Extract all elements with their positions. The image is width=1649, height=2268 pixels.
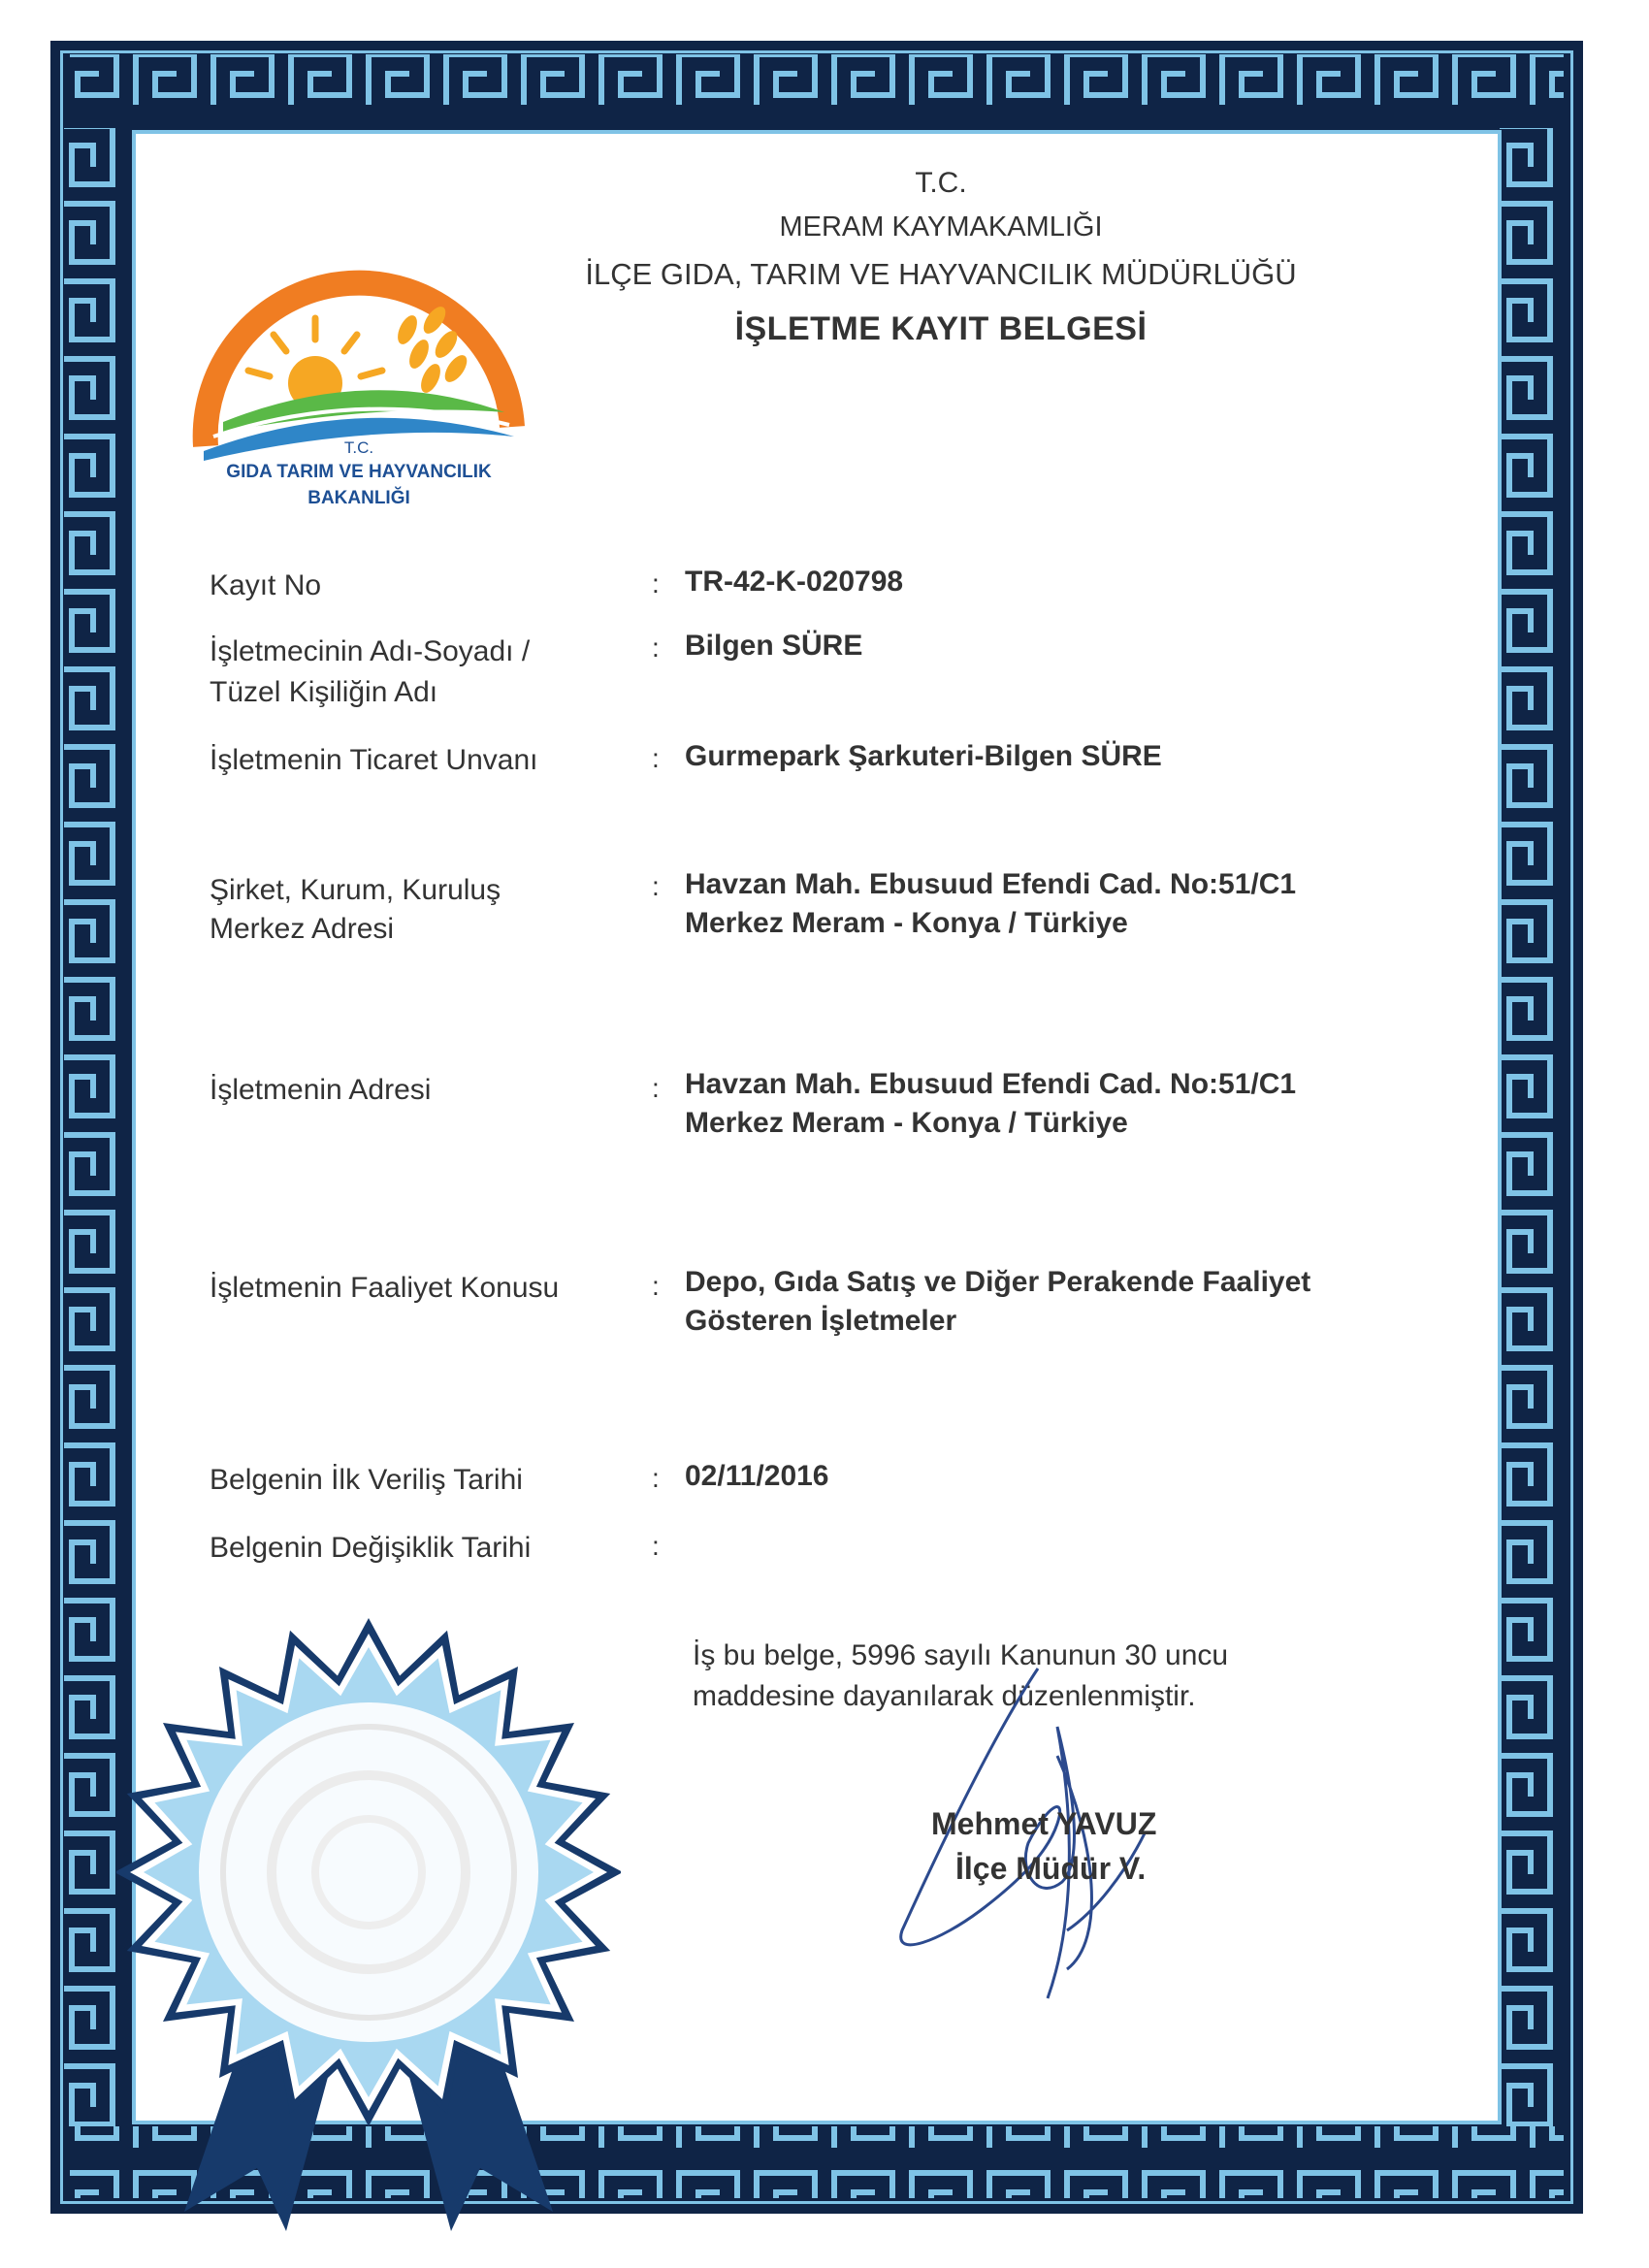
- label-kayit-no: Kayıt No: [210, 569, 322, 601]
- value-isletme-adresi-line1: Havzan Mah. Ebusuud Efendi Cad. No:51/C1: [685, 1068, 1297, 1100]
- label-merkez-adresi-line2: Merkez Adresi: [210, 913, 395, 945]
- colon-isletme-adresi: :: [652, 1073, 660, 1103]
- header-mudurluk: İLÇE GIDA, TARIM VE HAYVANCILIK MÜDÜRLÜĞÜ: [585, 257, 1297, 291]
- logo-tc: T.C.: [343, 438, 374, 457]
- label-degisiklik-tarihi: Belgenin Değişiklik Tarihi: [210, 1532, 532, 1564]
- label-merkez-adresi-line1: Şirket, Kurum, Kuruluş: [210, 874, 501, 906]
- label-isletmeci-line2: Tüzel Kişiliğin Adı: [210, 676, 438, 708]
- colon-faaliyet-konusu: :: [652, 1271, 660, 1301]
- header-kaymakamlik: MERAM KAYMAKAMLIĞI: [779, 211, 1103, 243]
- label-isletme-adresi: İşletmenin Adresi: [210, 1074, 432, 1106]
- colon-isletmeci: :: [652, 632, 660, 663]
- colon-ticaret-unvani: :: [652, 743, 660, 773]
- value-faaliyet-konusu-line1: Depo, Gıda Satış ve Diğer Perakende Faaliyet: [685, 1266, 1311, 1298]
- value-isletmeci: Bilgen SÜRE: [685, 630, 863, 662]
- label-isletmeci-line1: İşletmecinin Adı-Soyadı /: [210, 635, 531, 667]
- label-ticaret-unvani: İşletmenin Ticaret Unvanı: [210, 744, 538, 776]
- value-ticaret-unvani: Gurmepark Şarkuteri-Bilgen SÜRE: [685, 740, 1162, 772]
- colon-degisiklik-tarihi: :: [652, 1531, 660, 1561]
- document-title: İŞLETME KAYIT BELGESİ: [734, 310, 1148, 347]
- value-ilk-verilis-tarihi: 02/11/2016: [685, 1460, 829, 1492]
- colon-kayit-no: :: [652, 568, 660, 599]
- signatory-title: İlçe Müdür V.: [955, 1851, 1147, 1886]
- value-isletme-adresi-line2: Merkez Meram - Konya / Türkiye: [685, 1107, 1128, 1139]
- legal-note-line2: maddesine dayanılarak düzenlenmiştir.: [693, 1680, 1196, 1712]
- legal-note-line1: İş bu belge, 5996 sayılı Kanunun 30 uncu: [693, 1639, 1229, 1671]
- value-merkez-adresi-line1: Havzan Mah. Ebusuud Efendi Cad. No:51/C1: [685, 868, 1297, 900]
- official-seal-ribbon-icon: [116, 1591, 621, 2231]
- colon-ilk-verilis-tarihi: :: [652, 1463, 660, 1493]
- value-faaliyet-konusu-line2: Gösteren İşletmeler: [685, 1305, 957, 1337]
- logo-ministry-suffix: BAKANLIĞI: [307, 488, 410, 508]
- header-tc: T.C.: [915, 167, 967, 199]
- signatory-name: Mehmet YAVUZ: [931, 1806, 1157, 1841]
- value-kayit-no: TR-42-K-020798: [685, 566, 904, 598]
- label-faaliyet-konusu: İşletmenin Faaliyet Konusu: [210, 1272, 560, 1304]
- logo-ministry-name: GIDA TARIM VE HAYVANCILIK: [226, 462, 492, 482]
- value-merkez-adresi-line2: Merkez Meram - Konya / Türkiye: [685, 907, 1128, 939]
- colon-merkez-adresi: :: [652, 871, 660, 901]
- label-ilk-verilis-tarihi: Belgenin İlk Veriliş Tarihi: [210, 1464, 523, 1496]
